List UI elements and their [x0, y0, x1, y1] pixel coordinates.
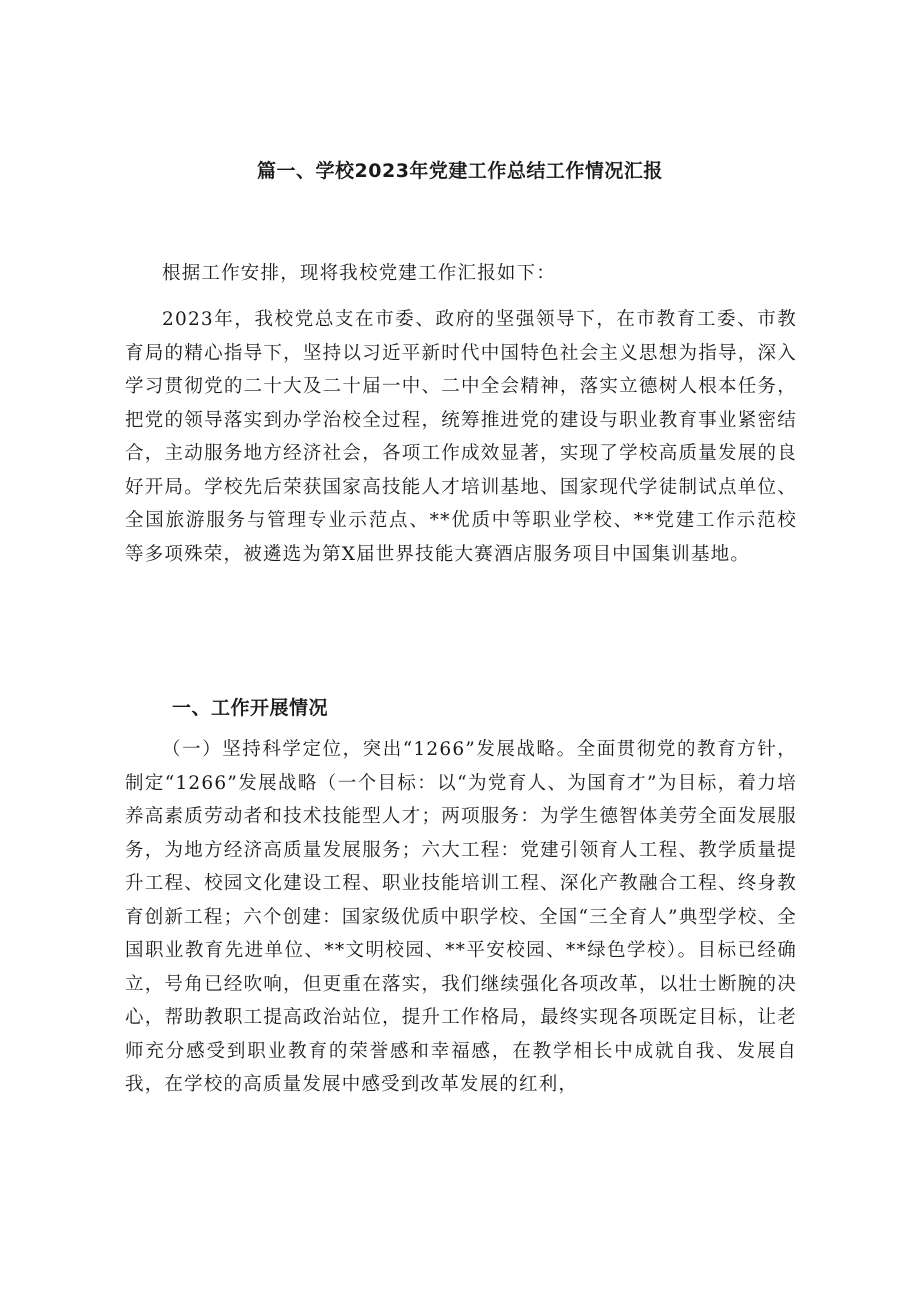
- summary-paragraph: 2023年，我校党总支在市委、政府的坚强领导下，在市教育工委、市教育局的精心指导下，坚持以习近平新时代中国特色社会主义思想为指导，深入学习贯彻党的二十大及二十届一中、二中全会精神，落实立德树人根本任务，把党的领导落实到办学治校全过程，统筹推进党的建设与职业教育事业紧密结合，主动服务地方经济社会，各项工作成效显著，实现了学校高质量发展的良好开局。学校先后荣获国家高技能人才培训基地、国家现代学徒制试点单位、全国旅游服务与管理专业示范点、**优质中等职业学校、**党建工作示范校等多项殊荣，被遴选为第X届世界技能大赛酒店服务项目中国集训基地。: [125, 309, 797, 565]
- strategy-paragraph: （一）坚持科学定位，突出“1266”发展战略。全面贯彻党的教育方针，制定“1266”发展战略（一个目标：以“为党育人、为国育才”为目标，着力培养高素质劳动者和技术技能型人才；两项服务：为学生德智体美劳全面发展服务，为地方经济高质量发展服务；六大工程：党建引领育人工程、教学质量提升工程、校园文化建设工程、职业技能培训工程、深化产教融合工程、终身教育创新工程；六个创建：国家级优质中职学校、全国“三全育人”典型学校、全国职业教育先进单位、**文明校园、**平安校园、**绿色学校）。目标已经确立，号角已经吹响，但更重在落实，我们继续强化各项改革，以壮士断腕的决心，帮助教职工提高政治站位，提升工作格局，最终实现各项既定目标，让老师充分感受到职业教育的荣誉感和幸福感，在教学相长中成就自我、发展自我，在学校的高质量发展中感受到改革发展的红利，: [125, 739, 797, 1095]
- section-heading: 一、工作开展情况: [172, 697, 329, 719]
- intro-paragraph: 根据工作安排，现将我校党建工作汇报如下：: [162, 263, 557, 284]
- document-title: 篇一、学校2023年党建工作总结工作情况汇报: [257, 160, 663, 182]
